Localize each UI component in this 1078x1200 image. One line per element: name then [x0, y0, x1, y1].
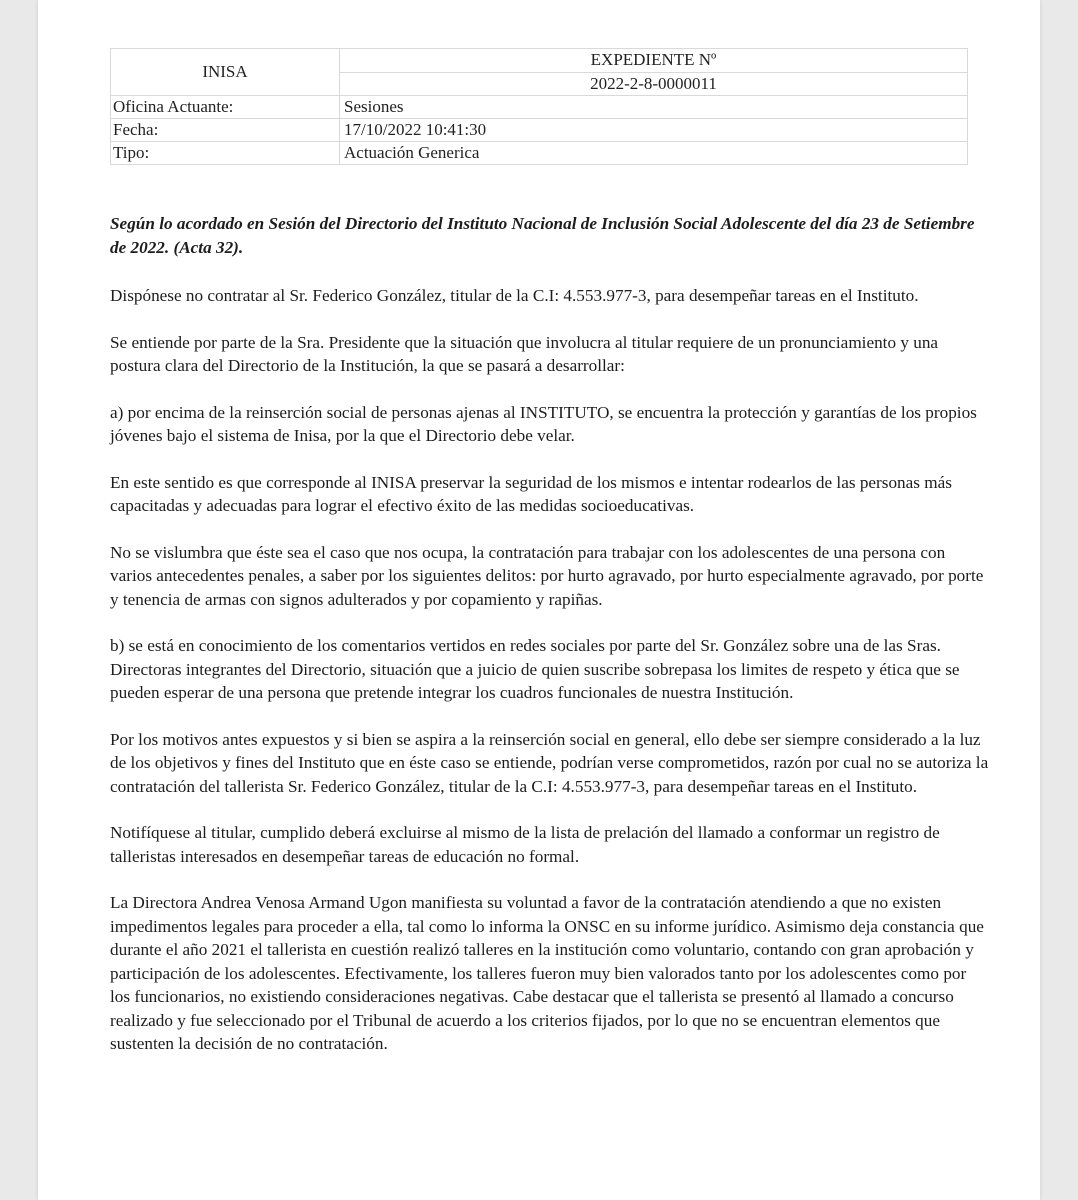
paragraph: Notifíquese al titular, cumplido deberá excluirse al mismo de la lista de prelación del llamado a conformar un registro de talleristas interesados en desempeñar tareas de educación no formal.	[110, 823, 940, 866]
document-body	[110, 212, 990, 1079]
oficina-value: Sesiones	[340, 96, 968, 119]
expediente-number: 2022-2-8-0000011	[340, 72, 968, 96]
paragraph: No se vislumbra que éste sea el caso que nos ocupa, la contratación para trabajar con los adolescentes de una persona con varios antecedentes penales, a saber por los siguientes delitos: por hurto agravado, por hurto especialmente agravado, por porte y tenencia de armas con signos adulterados y por copamiento y rapiñas.	[110, 542, 984, 609]
paragraph: a) por encima de la reinserción social de personas ajenas al INSTITUTO, se encuentra la protección y garantías de los propios jóvenes bajo el sistema de Inisa, por la que el Directorio debe velar.	[110, 402, 977, 445]
paragraph: Se entiende por parte de la Sra. Presidente que la situación que involucra al titular requiere de un pronunciamiento y una postura clara del Directorio de la Institución, la que se pasará a desarrollar:	[110, 332, 939, 375]
tipo-value: Actuación Generica	[340, 142, 968, 165]
intro-paragraph: Según lo acordado en Sesión del Directorio del Instituto Nacional de Inclusión Social Adolescente del día 23 de Setiembre de 2022. (Acta 32).	[110, 214, 975, 257]
header-row-tipo	[111, 142, 968, 165]
fecha-value: 17/10/2022 10:41:30	[340, 119, 968, 142]
header-row-oficina	[111, 96, 968, 119]
header-table	[110, 48, 968, 165]
paragraph: La Directora Andrea Venosa Armand Ugon manifiesta su voluntad a favor de la contratación atendiendo a que no existen impedimentos legales para proceder a ella, tal como lo informa la ONSC en su informe jurídico. Asimismo deja constancia que durante el año 2021 el tallerista en cuestión realizó talleres en la institución como voluntario, contando con gran aprobación y participación de los adolescentes. Efectivamente, los talleres fueron muy bien valorados tanto por los adolescentes como por los funcionarios, no existiendo consideraciones negativas. Cabe destacar que el tallerista se presentó al llamado a concurso realizado y fue seleccionado por el Tribunal de acuerdo a los criterios fijados, por lo que no se encuentran elementos que sustenten la decisión de no contratación.	[110, 893, 984, 1053]
paragraph: Dispónese no contratar al Sr. Federico González, titular de la C.I: 4.553.977-3, para desempeñar tareas en el Instituto.	[110, 286, 919, 305]
header-row-fecha	[111, 119, 968, 142]
expediente-label: EXPEDIENTE Nº	[340, 49, 968, 73]
document-page	[38, 0, 1040, 1200]
fecha-label: Fecha:	[111, 119, 340, 142]
paragraph: Por los motivos antes expuestos y si bien se aspira a la reinserción social en general, ello debe ser siempre considerado a la luz de los objetivos y fines del Instituto que en éste caso se entiende, podrían verse comprometidos, razón por cual no se autoriza la contratación del tallerista Sr. Federico González, titular de la C.I: 4.553.977-3, para desempeñar tareas en el Instituto.	[110, 729, 989, 796]
paragraph: b) se está en conocimiento de los comentarios vertidos en redes sociales por parte del Sr. González sobre una de las Sras. Directoras integrantes del Directorio, situación que a juicio de quien suscribe sobrepasa los limites de respeto y ética que se pueden esperar de una persona que pretende integrar los cuadros funcionales de nuestra Institución.	[110, 636, 960, 702]
tipo-label: Tipo:	[111, 142, 340, 165]
institution-name: INISA	[111, 49, 340, 96]
oficina-label: Oficina Actuante:	[111, 96, 340, 119]
paragraph: En este sentido es que corresponde al INISA preservar la seguridad de los mismos e intentar rodearlos de las personas más capacitadas y adecuadas para lograr el efectivo éxito de las medidas socioeducativas.	[110, 472, 952, 515]
